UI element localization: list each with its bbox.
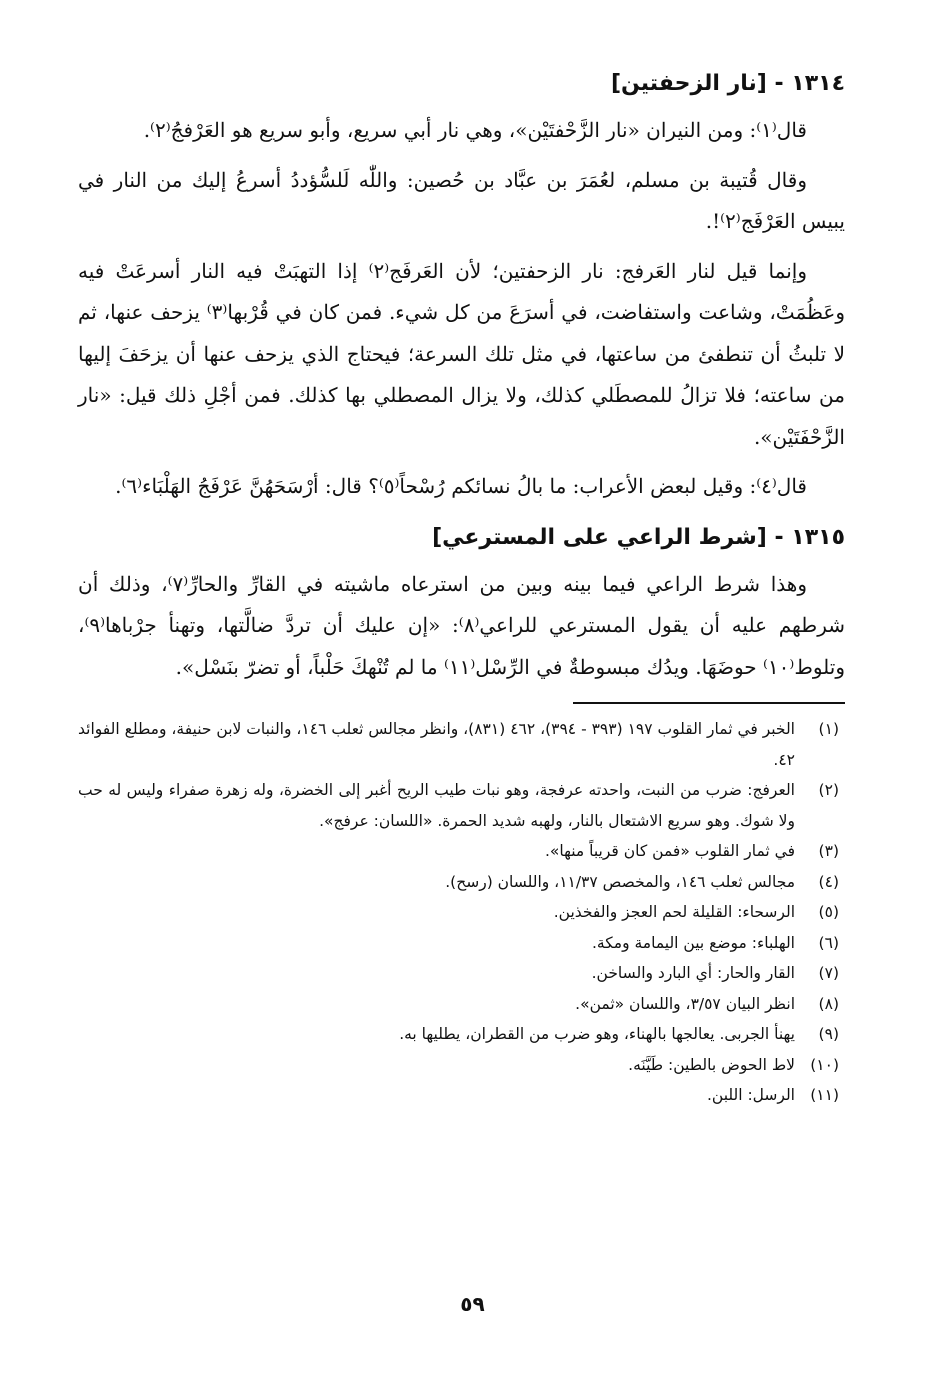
footnote <box>78 775 839 836</box>
footnote-number: (٩) <box>818 1025 839 1043</box>
footnote <box>78 836 839 867</box>
footnote-text: الخبر في ثمار القلوب ١٩٧ (٣٩٣ - ٣٩٤)، ٤٦٢ (٨٣١)، وانظر مجالس ثعلب ١٤٦، والنبات لابن حنيفة، ومطلع الفوائد ٤٢. <box>78 720 795 769</box>
paragraph: وهذا شرط الراعي فيما بينه وبين من استرعاه ماشيته في القارِّ والحارِّ⁽٧⁾، وذلك أن شرطهم عليه أن يقول المسترعي للراعي⁽٨⁾: «إن عليك أن تردَّ ضالَّتها، وتهنأ جرْباها⁽٩⁾، وتلوط⁽١٠⁾ حوضَهَا. ويدُك مبسوطةٌ في الرِّسْل⁽١١⁾ ما لم تُنْهكَ حَلْباً، أو تضرّ بنَسْل». <box>78 571 845 679</box>
section-heading: ١٣١٤ - [نار الزحفتين] <box>610 71 845 96</box>
footnote <box>78 897 839 928</box>
footnote-number: (١٠) <box>810 1055 839 1074</box>
footnote-number: (٦) <box>818 933 839 952</box>
footnote-text: العرفج: ضرب من النبت، واحدته عرفجة، وهو نبات طيب الريح أغبر إلى الخضرة، وله زهرة صفراء وليس له حب ولا شوك. وهو سريع الاشتعال بالنار، ولهبه شديد الحمرة. «اللسان: عرفج». <box>78 781 795 830</box>
footnote <box>78 867 839 898</box>
footnote-number: (١١) <box>810 1086 839 1104</box>
footnotes <box>78 714 845 1111</box>
footnote-text: الهلباء: موضع بين اليمامة ومكة. <box>591 933 795 952</box>
footnote-divider <box>573 702 845 704</box>
footnote <box>78 989 839 1020</box>
section-heading: ١٣١٥ - [شرط الراعي على المسترعي] <box>432 524 845 550</box>
page-number: ٥٩ <box>460 1292 485 1316</box>
footnote-number: (٧) <box>818 964 839 982</box>
footnote <box>78 958 839 989</box>
footnote-text: مجالس ثعلب ١٤٦، والمخصص ١١/٣٧، واللسان (رسح). <box>445 872 795 891</box>
paragraph: وإنما قيل لنار العَرفج: نار الزحفتين؛ لأن العَرفَج⁽٢⁾ إذا التهبَتْ فيه النار أسرعَتْ فيه وعَظُمَتْ، وشاعت واستفاضت، في أسرَعَ من كل شيء. فمن كان في قُرْبها⁽٣⁾ يزحف عنها، ثم لا تلبثُ أن تنطفئ من ساعتها، في مثل تلك السرعة؛ فيحتاج الذي يزحف عنها أن يزحَفَ إليها من ساعته؛ فلا تزالُ للمصطَلي كذلك، ولا يزال المصطلي بها كذلك. فمن أجْلِ ذلك قيل: «نار الزَّحْفَتَيْن». <box>78 258 846 449</box>
footnote-number: (٨) <box>818 994 839 1013</box>
footnote-text: القار والحار: أي البارد والساخن. <box>591 964 795 982</box>
footnote-text: الرسل: اللبن. <box>706 1086 795 1104</box>
paragraph: قال⁽٤⁾: وقيل لبعض الأعراب: ما بالُ نسائكم رُسْحاً⁽٥⁾؟ قال: أرْسَحَهُنَّ عَرْفَجُ الهَلْبَاء⁽٦⁾. <box>115 474 807 498</box>
section-1315 <box>78 516 845 689</box>
footnote <box>78 1080 839 1111</box>
paragraph: قال⁽١⁾: ومن النيران «نار الزَّحْفتَيْن»، وهي نار أبي سريع، وأبو سريع هو العَرْفجُ⁽٢⁾. <box>143 118 807 142</box>
footnote-text: انظر البيان ٣/٥٧، واللسان «ثمن». <box>575 994 795 1013</box>
footnote-number: (٣) <box>818 842 839 860</box>
footnote <box>78 928 839 959</box>
footnote-text: في ثمار القلوب «فمن كان قريباً منها». <box>544 842 795 860</box>
footnote-number: (٢) <box>818 781 839 799</box>
footnote <box>78 714 839 775</box>
footnote <box>78 1019 839 1050</box>
footnote-text: يهنأ الجربى. يعالجها بالهناء، وهو ضرب من القطران، يطليها به. <box>399 1025 795 1043</box>
footnote-text: لاط الحوض بالطين: طَيَّنَه. <box>628 1055 795 1074</box>
footnote-number: (١) <box>818 720 839 738</box>
footnote-number: (٥) <box>818 903 839 921</box>
paragraph: وقال قُتيبة بن مسلم، لعُمَرَ بن عبَّاد بن حُصين: واللّٰه لَلسُّؤددُ أسرعُ إليك من النار في يبيس العَرْفَج⁽٢⁾!. <box>78 167 845 233</box>
footnote-text: الرسحاء: القليلة لحم العجز والفخذين. <box>553 903 795 921</box>
footnote <box>78 1050 839 1081</box>
section-1314 <box>78 62 845 508</box>
footnote-number: (٤) <box>818 872 839 891</box>
